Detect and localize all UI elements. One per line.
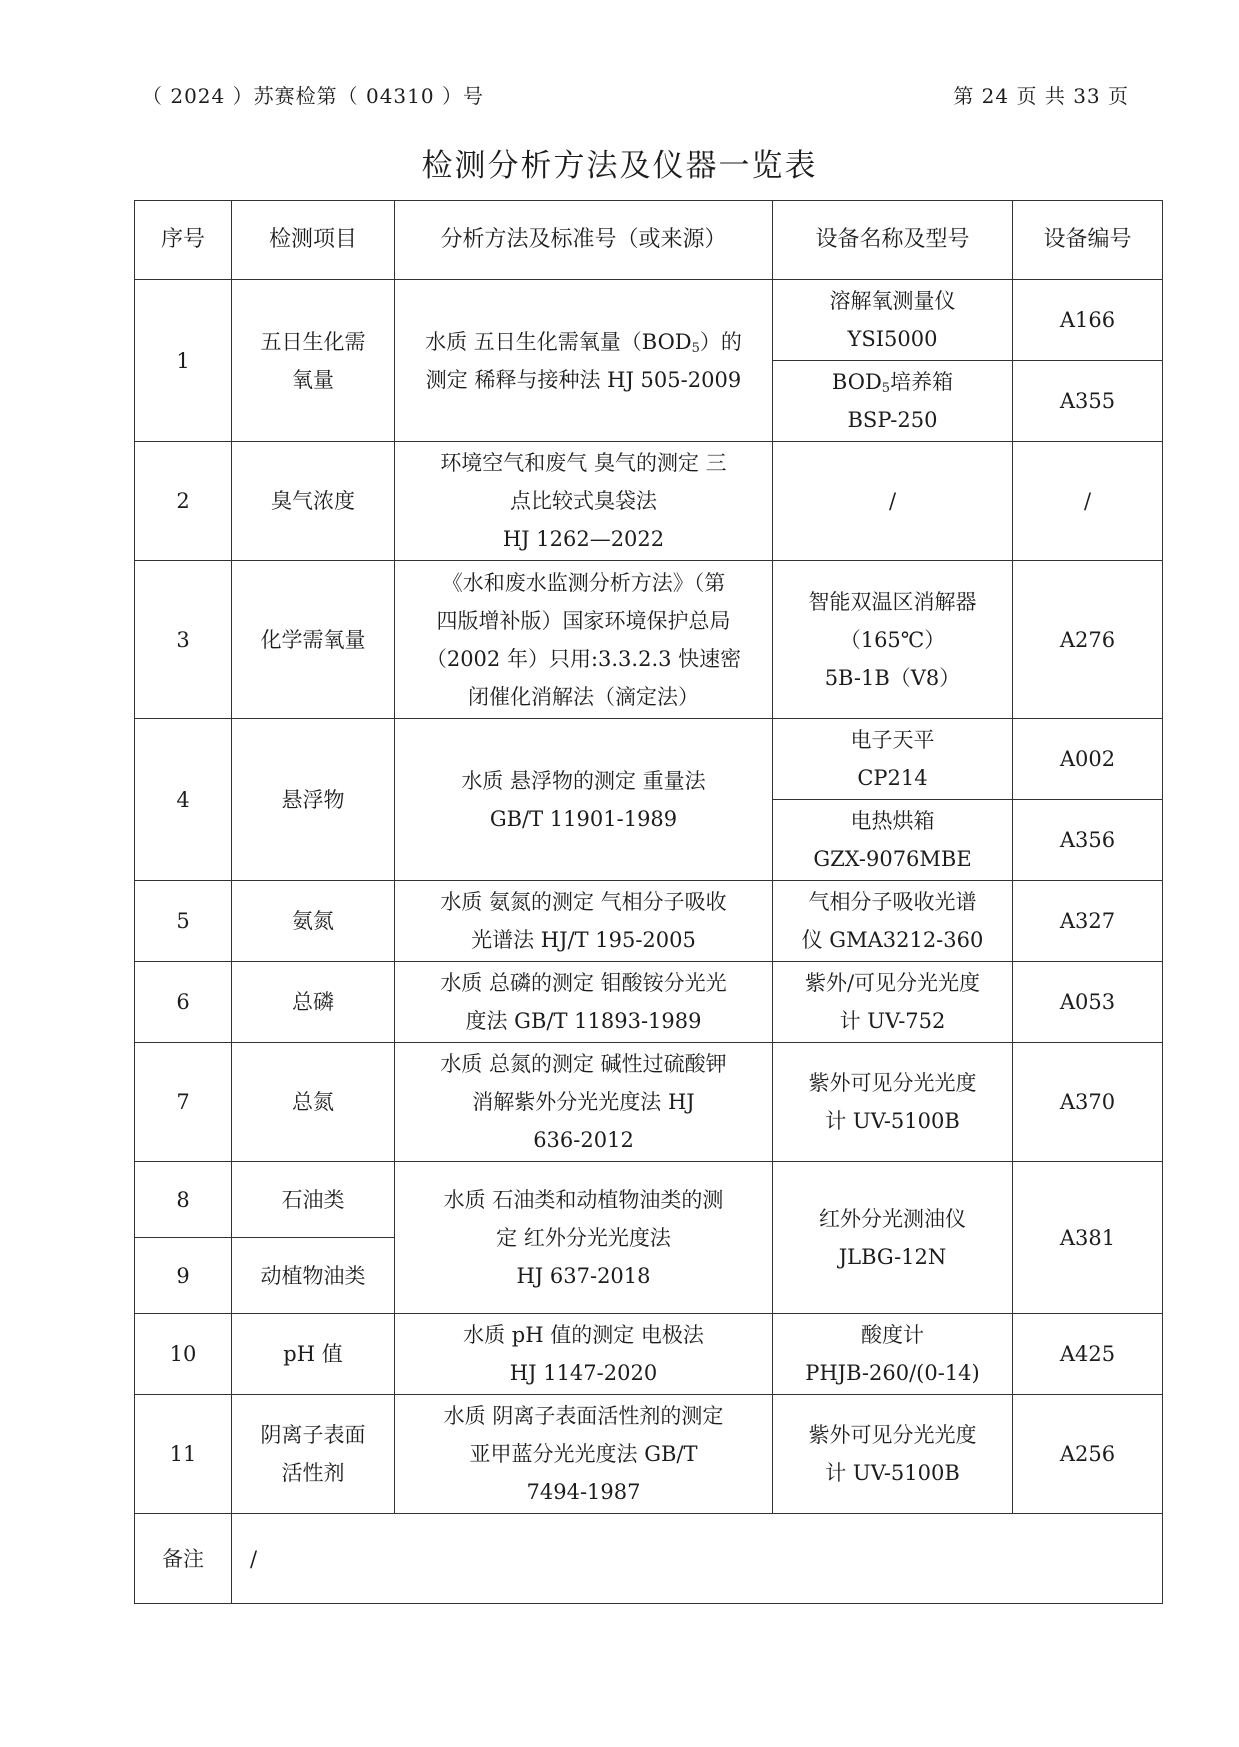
page-info: 第 24 页 共 33 页 bbox=[953, 84, 1129, 108]
row-device bbox=[773, 561, 1013, 719]
row-device bbox=[773, 881, 1013, 962]
row-method bbox=[395, 280, 773, 442]
row-device bbox=[773, 1043, 1013, 1162]
row-no: 3 bbox=[135, 561, 232, 719]
device-line: 紫外可见分光光度 bbox=[808, 1423, 977, 1447]
device-line: 计 UV-752 bbox=[839, 1009, 946, 1033]
device-name: 溶解氧测量仪 bbox=[829, 289, 956, 313]
device-model: BSP-250 bbox=[847, 408, 938, 432]
row-device bbox=[773, 1314, 1013, 1395]
device-name: $BOD_5$培养箱 bbox=[831, 370, 954, 396]
remarks-row bbox=[135, 1514, 1163, 1604]
device-model: YSI5000 bbox=[847, 327, 938, 351]
table-row bbox=[135, 442, 1163, 561]
row-item: 悬浮物 bbox=[232, 719, 395, 881]
table-row bbox=[135, 1162, 1163, 1238]
report-number: （ 2024 ）苏赛检第（ 04310 ）号 bbox=[142, 84, 484, 108]
method-line: GB/T 11901-1989 bbox=[489, 806, 678, 831]
row-no: 7 bbox=[135, 1043, 232, 1162]
item-line: 氧量 bbox=[292, 367, 334, 392]
device-line: 计 UV-5100B bbox=[825, 1109, 960, 1133]
col-header-device: 设备名称及型号 bbox=[773, 201, 1013, 280]
method-line: 7494-1987 bbox=[526, 1480, 641, 1504]
table-header-row bbox=[135, 201, 1163, 280]
method-line: 亚甲蓝分光光度法 GB/T bbox=[469, 1442, 698, 1466]
col-header-device-id: 设备编号 bbox=[1013, 201, 1163, 280]
row-device-id: A256 bbox=[1013, 1395, 1163, 1514]
row-item: 总氮 bbox=[232, 1043, 395, 1162]
row-device bbox=[773, 800, 1013, 881]
method-line: 水质 氨氮的测定 气相分子吸收 bbox=[440, 890, 727, 914]
row-device bbox=[773, 1162, 1013, 1314]
method-line: 点比较式臭袋法 bbox=[510, 489, 657, 513]
method-line: HJ 637-2018 bbox=[516, 1263, 651, 1288]
device-line: 酸度计 bbox=[861, 1323, 924, 1347]
row-device bbox=[773, 361, 1013, 442]
method-line: 水质 五日生化需氧量$(BOD_5)$的 bbox=[425, 329, 742, 356]
table-row bbox=[135, 1043, 1163, 1162]
row-device-id: A053 bbox=[1013, 962, 1163, 1043]
method-line: 水质 石油类和动植物油类的测 bbox=[443, 1187, 724, 1212]
item-line: 五日生化需 bbox=[260, 329, 366, 354]
row-method bbox=[395, 1043, 773, 1162]
row-method bbox=[395, 719, 773, 881]
row-item: 氨氮 bbox=[232, 881, 395, 962]
method-line: 水质 总氮的测定 碱性过硫酸钾 bbox=[440, 1052, 727, 1076]
row-method bbox=[395, 561, 773, 719]
row-no: 5 bbox=[135, 881, 232, 962]
methods-table bbox=[134, 200, 1163, 1604]
row-device-id: A381 bbox=[1013, 1162, 1163, 1314]
method-line: 水质 pH 值的测定 电极法 bbox=[463, 1323, 704, 1347]
method-line: 636-2012 bbox=[533, 1128, 634, 1152]
method-line: 消解紫外分光光度法 HJ bbox=[472, 1090, 695, 1114]
item-line: 活性剂 bbox=[281, 1461, 345, 1485]
row-item: pH 值 bbox=[232, 1314, 395, 1395]
method-line: 水质 阴离子表面活性剂的测定 bbox=[443, 1404, 724, 1428]
row-device: / bbox=[773, 442, 1013, 561]
row-item: 化学需氧量 bbox=[232, 561, 395, 719]
device-line: PHJB-260/(0-14) bbox=[805, 1361, 980, 1385]
row-device-id: A370 bbox=[1013, 1043, 1163, 1162]
row-method bbox=[395, 881, 773, 962]
row-no: 8 bbox=[135, 1162, 232, 1238]
row-device-id: A355 bbox=[1013, 361, 1163, 442]
row-no: 10 bbox=[135, 1314, 232, 1395]
page-title: 检测分析方法及仪器一览表 bbox=[421, 148, 818, 184]
method-line: HJ 1147-2020 bbox=[509, 1361, 658, 1385]
row-method bbox=[395, 962, 773, 1043]
row-item bbox=[232, 280, 395, 442]
method-line: 水质 总磷的测定 钼酸铵分光光 bbox=[440, 971, 727, 995]
col-header-no: 序号 bbox=[135, 201, 232, 280]
device-name: 电热烘箱 bbox=[850, 809, 935, 833]
row-device-id: A425 bbox=[1013, 1314, 1163, 1395]
row-item: 石油类 bbox=[232, 1162, 395, 1238]
row-no: 9 bbox=[135, 1238, 232, 1314]
col-header-item: 检测项目 bbox=[232, 201, 395, 280]
row-device bbox=[773, 962, 1013, 1043]
row-method bbox=[395, 1162, 773, 1314]
device-line: 计 UV-5100B bbox=[825, 1461, 960, 1485]
device-line: 气相分子吸收光谱 bbox=[808, 890, 977, 914]
row-no: 6 bbox=[135, 962, 232, 1043]
col-header-method: 分析方法及标准号（或来源） bbox=[395, 201, 773, 280]
row-item bbox=[232, 1395, 395, 1514]
device-line: （165℃） bbox=[839, 627, 946, 652]
row-method bbox=[395, 1314, 773, 1395]
device-line: 5B-1B（V8） bbox=[824, 665, 961, 690]
method-line: 光谱法 HJ/T 195-2005 bbox=[471, 928, 696, 952]
method-line: 定 红外分光光度法 bbox=[496, 1225, 671, 1250]
table-row bbox=[135, 280, 1163, 361]
remarks-value: / bbox=[232, 1514, 1163, 1604]
table-row bbox=[135, 719, 1163, 800]
row-no: 1 bbox=[135, 280, 232, 442]
row-no: 4 bbox=[135, 719, 232, 881]
row-device-id: A327 bbox=[1013, 881, 1163, 962]
device-line: 智能双温区消解器 bbox=[808, 589, 977, 614]
method-line: （2002 年）只用:3.3.2.3 快速密 bbox=[425, 646, 742, 671]
method-line: 水质 悬浮物的测定 重量法 bbox=[461, 768, 706, 793]
device-line: 红外分光测油仪 bbox=[819, 1206, 966, 1231]
device-model: GZX-9076MBE bbox=[813, 847, 972, 871]
device-name: 电子天平 bbox=[850, 728, 935, 752]
method-line: HJ 1262—2022 bbox=[502, 527, 665, 551]
method-line: 四版增补版）国家环境保护总局 bbox=[436, 608, 731, 633]
device-line: 仪 GMA3212-360 bbox=[801, 928, 984, 952]
row-device bbox=[773, 1395, 1013, 1514]
row-method bbox=[395, 442, 773, 561]
row-device-id: / bbox=[1013, 442, 1163, 561]
device-line: 紫外可见分光光度 bbox=[808, 1071, 977, 1095]
method-line: 环境空气和废气 臭气的测定 三 bbox=[440, 451, 727, 475]
row-method bbox=[395, 1395, 773, 1514]
row-device-id: A002 bbox=[1013, 719, 1163, 800]
device-line: 紫外/可见分光光度 bbox=[804, 971, 981, 995]
table-row bbox=[135, 962, 1163, 1043]
row-device-id: A166 bbox=[1013, 280, 1163, 361]
device-line: JLBG-12N bbox=[838, 1244, 947, 1269]
row-device bbox=[773, 280, 1013, 361]
method-line: 闭催化消解法（滴定法） bbox=[468, 684, 699, 709]
method-line: 《水和废水监测分析方法》（第 bbox=[441, 570, 726, 595]
row-item: 动植物油类 bbox=[232, 1238, 395, 1314]
row-no: 11 bbox=[135, 1395, 232, 1514]
remarks-label: 备注 bbox=[135, 1514, 232, 1604]
row-no: 2 bbox=[135, 442, 232, 561]
row-device-id: A356 bbox=[1013, 800, 1163, 881]
table-row bbox=[135, 561, 1163, 719]
row-device-id: A276 bbox=[1013, 561, 1163, 719]
device-model: CP214 bbox=[857, 766, 928, 790]
table-row bbox=[135, 881, 1163, 962]
row-item: 总磷 bbox=[232, 962, 395, 1043]
method-line: 测定 稀释与接种法 HJ 505-2009 bbox=[425, 367, 742, 392]
item-line: 阴离子表面 bbox=[260, 1423, 366, 1447]
table-row bbox=[135, 1314, 1163, 1395]
row-item: 臭气浓度 bbox=[232, 442, 395, 561]
row-device bbox=[773, 719, 1013, 800]
method-line: 度法 GB/T 11893-1989 bbox=[465, 1009, 702, 1033]
table-row bbox=[135, 1395, 1163, 1514]
